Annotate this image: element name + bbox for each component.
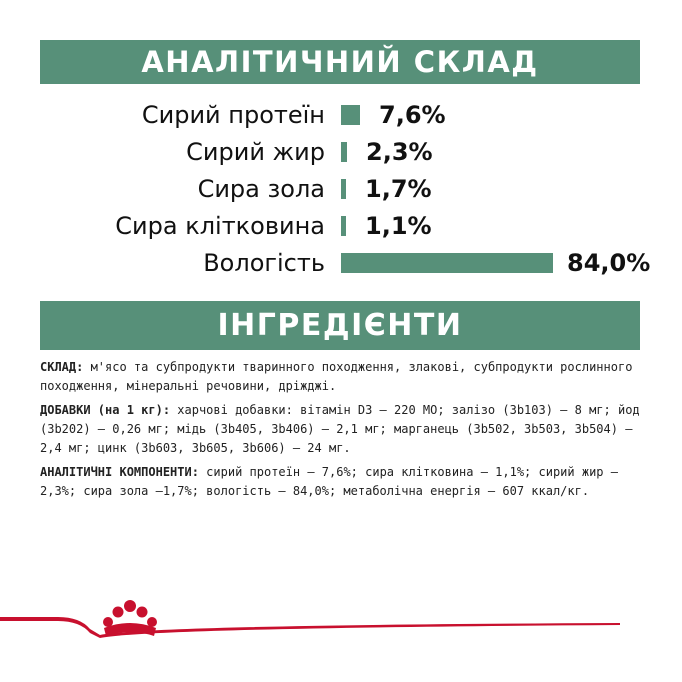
row-label: Сирий жир: [186, 138, 325, 166]
row-bar: [341, 105, 360, 125]
brand-footer: [0, 595, 682, 645]
row-bar: [341, 216, 346, 236]
analytical-components-key: АНАЛІТИЧНІ КОМПОНЕНТИ:: [40, 465, 199, 479]
composition-key: СКЛАД:: [40, 360, 84, 374]
additives-key: ДОБАВКИ (на 1 кг):: [40, 403, 171, 417]
row-bar: [341, 179, 346, 199]
row-value-label: 1,7%: [365, 175, 432, 203]
analytical-components-text: сирий протеїн – 7,6%; сира клітковина – 1,1%; сирий жир – 2,3%; сира зола –1,7%; вологість – 84,0%; метаболічна енергія – 607 ккал/кг.: [40, 465, 618, 498]
row-value-label: 84,0%: [567, 249, 651, 277]
row-label: Сирий протеїн: [141, 101, 325, 129]
additives-text: харчові добавки: вітамін D3 – 220 МО; залізо (3b103) – 8 мг; йод (3b202) – 0,26 мг; мідь (3b405, 3b406) – 2,1 мг; марганець (3b502, 3b503, 3b504) – 2,4 мг; цинк (3b603, 3b605, 3b606) – 24 мг.: [40, 403, 640, 455]
row-value-label: 7,6%: [379, 101, 446, 129]
additives-paragraph: [40, 401, 644, 458]
ingredients-text: [40, 358, 644, 506]
ingredients-banner: [40, 301, 640, 350]
red-swoosh-line: [0, 617, 620, 638]
row-bar: [341, 142, 347, 162]
composition-text: м'ясо та субпродукти тваринного походження, злакові, субпродукти рослинного походження, мінеральні речовини, дріжджі.: [40, 360, 633, 393]
row-label: Сира зола: [197, 175, 325, 203]
row-label: Вологість: [203, 249, 325, 277]
row-label: Сира клітковина: [115, 212, 325, 240]
composition-paragraph: [40, 358, 644, 396]
row-bar: [341, 253, 553, 273]
ingredients-banner-title: ІНГРЕДІЄНТИ: [217, 308, 463, 343]
brand-swoosh: [0, 595, 682, 645]
analytical-components-paragraph: [40, 463, 644, 501]
analysis-banner-title: АНАЛІТИЧНИЙ СКЛАД: [141, 45, 539, 79]
analysis-banner: [40, 40, 640, 84]
row-value-label: 2,3%: [366, 138, 433, 166]
analysis-chart: [0, 100, 682, 285]
crown-icon: [103, 600, 157, 636]
row-value-label: 1,1%: [365, 212, 432, 240]
